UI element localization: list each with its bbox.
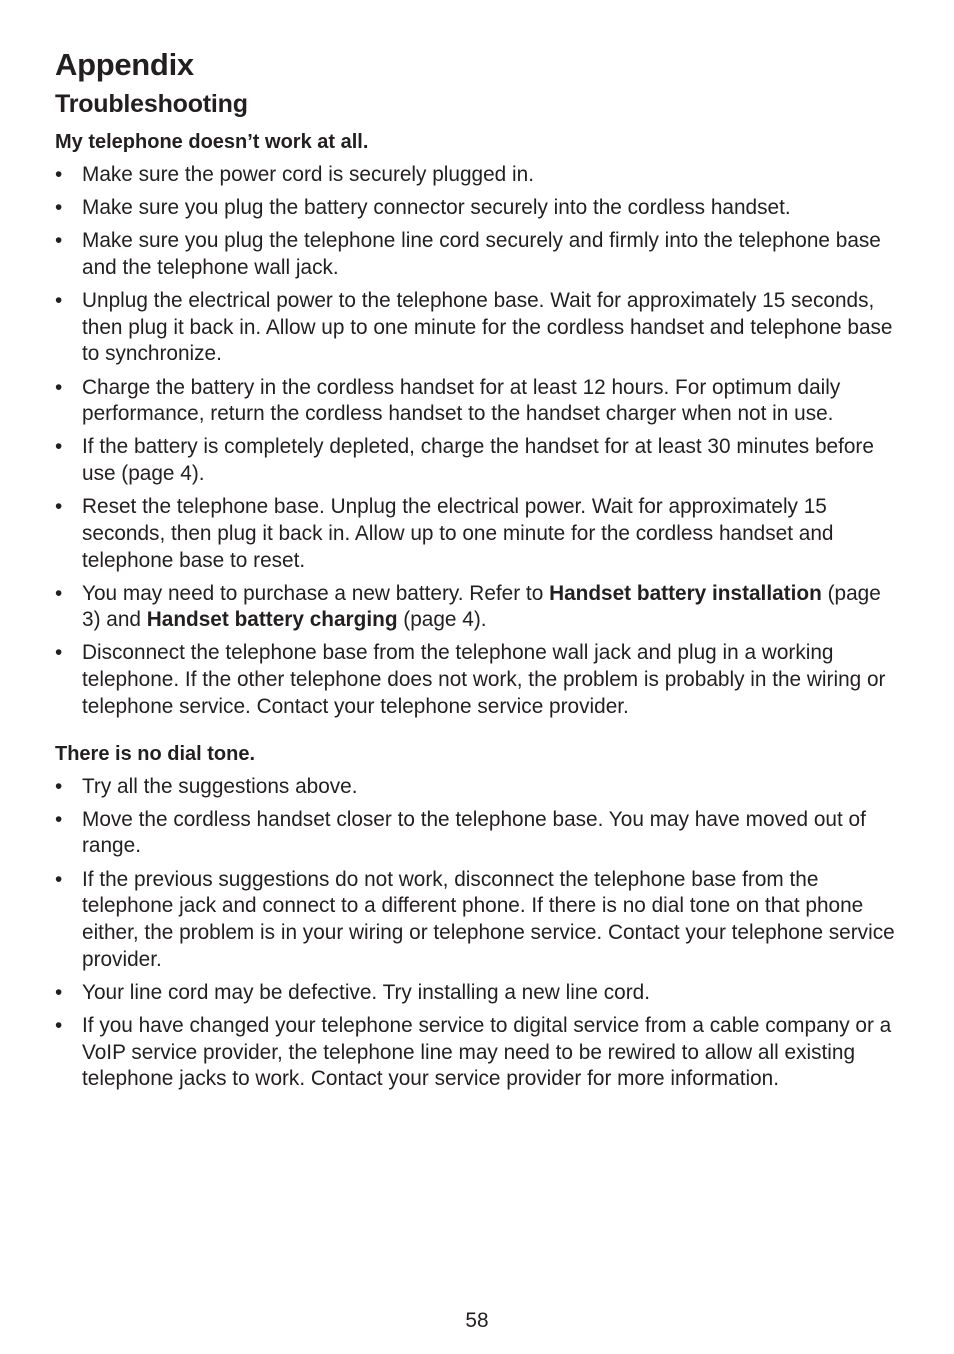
text-run: You may need to purchase a new battery. Refer to	[82, 581, 550, 605]
list-item	[55, 375, 905, 428]
bullet: •	[55, 289, 63, 313]
reference-battery-charging: Handset battery charging	[146, 608, 398, 632]
list-item	[55, 1013, 905, 1093]
bullet: •	[55, 375, 63, 399]
section-title: Troubleshooting	[55, 90, 248, 118]
list-item	[55, 162, 905, 189]
list-item	[55, 867, 905, 974]
list-item-text: Your line cord may be defective. Try installing a new line cord.	[82, 980, 650, 1004]
list-item-text: Reset the telephone base. Unplug the electrical power. Wait for approximately 15 seconds, then plug it back in. Allow up to one minute for the cordless handset and telephone base to reset.	[82, 495, 834, 572]
list-item-text	[82, 582, 881, 632]
list-item-text: If the battery is completely depleted, charge the handset for at least 30 minutes before use (page 4).	[82, 435, 874, 486]
bullet: •	[55, 435, 63, 459]
bullet: •	[55, 196, 63, 220]
list-item-text: If you have changed your telephone service to digital service from a cable company or a VoIP service provider, the telephone line may need to be rewired to allow all existing telephone jacks to work. Contact your service provider for more information.	[82, 1013, 892, 1091]
suggestion-list	[55, 774, 905, 1093]
list-item	[55, 195, 905, 222]
problem-heading: My telephone doesn’t work at all.	[55, 131, 369, 153]
list-item-text: Make sure the power cord is securely plugged in.	[82, 163, 534, 187]
list-item-text: Make sure you plug the telephone line cord securely and firmly into the telephone base and the telephone wall jack.	[82, 229, 881, 279]
list-item-text: Charge the battery in the cordless handset for at least 12 hours. For optimum daily performance, return the cordless handset to the handset charger when not in use.	[82, 375, 841, 426]
reference-battery-installation: Handset battery installation	[549, 581, 822, 605]
bullet: •	[55, 581, 63, 605]
list-item-text: If the previous suggestions do not work, disconnect the telephone base from the telephone jack and connect to a different phone. If there is no dial tone on that phone either, the problem is in your wiring or telephone service. Contact your telephone service provider.	[82, 867, 895, 971]
page-content	[55, 44, 905, 1093]
list-item	[55, 774, 905, 801]
list-item-text: Unplug the electrical power to the telephone base. Wait for approximately 15 seconds, then plug it back in. Allow up to one minute for the cordless handset and telephone base to synchronize.	[82, 289, 893, 366]
bullet: •	[55, 163, 63, 187]
page-title: Appendix	[55, 47, 194, 82]
list-item	[55, 228, 905, 281]
bullet: •	[55, 229, 63, 253]
suggestion-list	[55, 162, 905, 720]
bullet: •	[55, 867, 63, 891]
problem-heading: There is no dial tone.	[55, 742, 256, 765]
list-item-text: Move the cordless handset closer to the telephone base. You may have moved out of range.	[82, 807, 866, 858]
list-item-text: Disconnect the telephone base from the telephone wall jack and plug in a working telephone. If the other telephone does not work, the problem is probably in the wiring or telephone service. Contact your telephone service provider.	[82, 641, 886, 718]
bullet: •	[55, 1013, 63, 1037]
text-run: (page 4).	[397, 608, 487, 632]
page-number: 58	[465, 1309, 489, 1332]
list-item-text: Make sure you plug the battery connector securely into the cordless handset.	[82, 196, 791, 220]
list-item-text: Try all the suggestions above.	[82, 774, 358, 798]
text-run: (page 3) and	[82, 581, 881, 632]
list-item	[55, 494, 905, 574]
bullet: •	[55, 641, 63, 665]
list-item	[55, 807, 905, 860]
bullet: •	[55, 495, 63, 519]
list-item	[55, 581, 905, 634]
list-item	[55, 434, 905, 487]
bullet: •	[55, 980, 63, 1004]
list-item	[55, 288, 905, 368]
bullet: •	[55, 807, 63, 831]
list-item	[55, 640, 905, 720]
bullet: •	[55, 774, 63, 798]
list-item	[55, 980, 905, 1007]
